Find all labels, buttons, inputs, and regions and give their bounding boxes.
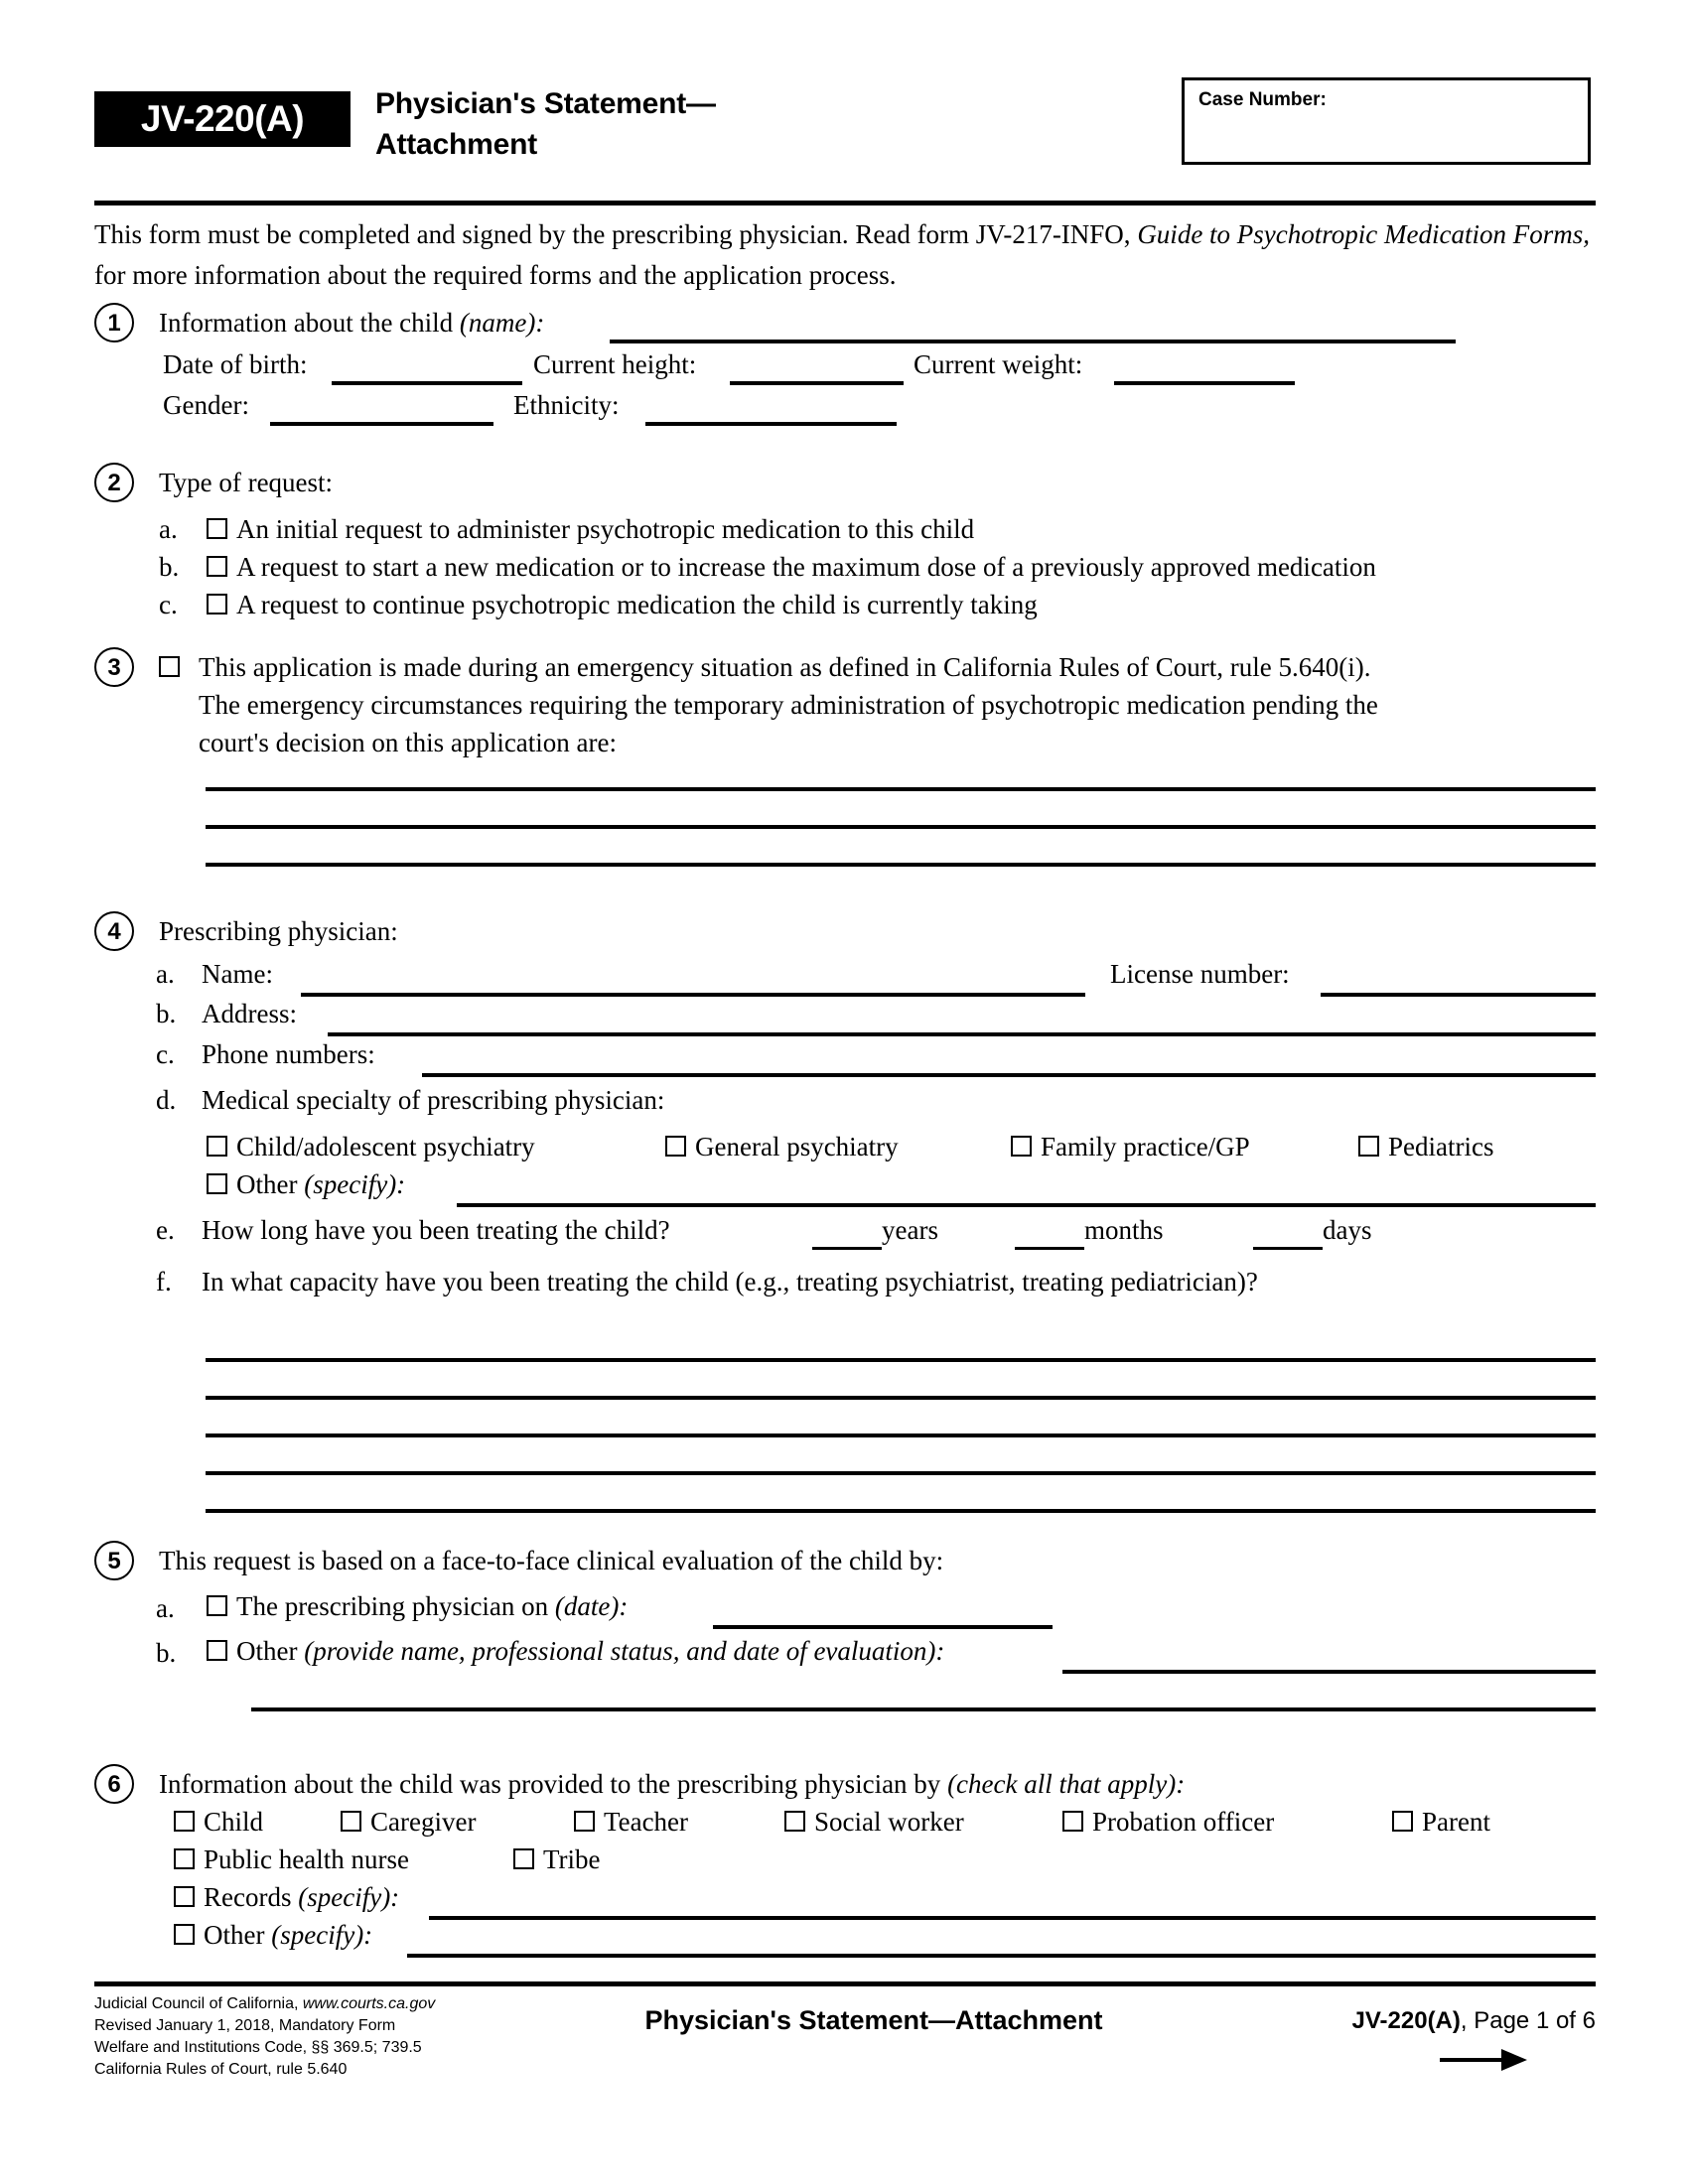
item-3-line2: The emergency circumstances requiring the temporary administration of psychotropic medication pending the bbox=[199, 690, 1378, 720]
source-option-records[interactable] bbox=[174, 1878, 399, 1916]
phone-numbers-label: Phone numbers: bbox=[202, 1039, 375, 1069]
item-5b-checkbox[interactable] bbox=[207, 1640, 227, 1661]
specialty-other-label: Other bbox=[236, 1169, 305, 1199]
intro-text-italic: Guide to Psychotropic Medication Forms, bbox=[1137, 219, 1590, 249]
footer-page-info bbox=[1221, 2007, 1596, 2035]
physician-name-label: Name: bbox=[202, 959, 273, 989]
source-option-other[interactable] bbox=[174, 1916, 372, 1954]
item-2a-letter: a. bbox=[159, 514, 178, 544]
source-other-checkbox[interactable] bbox=[174, 1924, 195, 1945]
footer-legal-line3: Welfare and Institutions Code, §§ 369.5; 739.5 bbox=[94, 2039, 422, 2056]
item-1-label-italic: (name): bbox=[459, 308, 545, 338]
specialty-option-family-practice[interactable] bbox=[1011, 1128, 1250, 1165]
source-probation-officer-label: Probation officer bbox=[1092, 1807, 1275, 1837]
form-title-line2: Attachment bbox=[375, 128, 538, 161]
treating-months-input[interactable] bbox=[1015, 1247, 1084, 1250]
source-option-social-worker[interactable] bbox=[784, 1803, 964, 1841]
form-header bbox=[94, 77, 1594, 185]
intro-text-part1: This form must be completed and signed by the prescribing physician. Read form JV-217-INFO, bbox=[94, 219, 1138, 249]
source-child-checkbox[interactable] bbox=[174, 1811, 195, 1832]
source-option-public-health-nurse[interactable] bbox=[174, 1841, 409, 1878]
source-tribe-checkbox[interactable] bbox=[513, 1848, 534, 1869]
source-option-probation-officer[interactable] bbox=[1062, 1803, 1274, 1841]
physician-name-input[interactable] bbox=[301, 993, 1085, 997]
source-teacher-checkbox[interactable] bbox=[574, 1811, 595, 1832]
current-weight-label: Current weight: bbox=[914, 349, 1083, 379]
treating-days-label: days bbox=[1323, 1215, 1372, 1245]
specialty-pediatrics-label: Pediatrics bbox=[1388, 1132, 1494, 1161]
child-name-input[interactable] bbox=[610, 340, 1456, 343]
item-4d-letter: d. bbox=[156, 1085, 177, 1115]
item-5b-label: Other bbox=[236, 1636, 305, 1666]
item-3-blank-line-3[interactable] bbox=[206, 863, 1596, 867]
item-1-label bbox=[159, 304, 544, 341]
specialty-option-pediatrics[interactable] bbox=[1358, 1128, 1493, 1165]
gender-label: Gender: bbox=[163, 390, 249, 420]
source-other-label: Other bbox=[204, 1920, 272, 1950]
item-5b-option[interactable] bbox=[207, 1632, 944, 1670]
specialty-family-practice-checkbox[interactable] bbox=[1011, 1136, 1032, 1157]
item-5b-letter: b. bbox=[156, 1638, 177, 1668]
treating-months-label: months bbox=[1084, 1215, 1164, 1245]
item-5a-label: The prescribing physician on bbox=[236, 1591, 555, 1621]
source-parent-label: Parent bbox=[1422, 1807, 1490, 1837]
item-4f-blank-line-2[interactable] bbox=[206, 1396, 1596, 1400]
item-5-label: This request is based on a face-to-face clinical evaluation of the child by: bbox=[159, 1546, 944, 1575]
source-public-health-nurse-label: Public health nurse bbox=[204, 1844, 409, 1874]
footer-legal-text bbox=[94, 1993, 435, 2081]
item-5a-letter: a. bbox=[156, 1593, 175, 1623]
source-option-caregiver[interactable] bbox=[341, 1803, 476, 1841]
source-teacher-label: Teacher bbox=[604, 1807, 689, 1837]
source-option-teacher[interactable] bbox=[574, 1803, 688, 1841]
physician-address-input[interactable] bbox=[328, 1032, 1596, 1036]
item-2a-label: An initial request to administer psychotropic medication to this child bbox=[236, 514, 975, 544]
item-3-line1: This application is made during an emergency situation as defined in California Rules of Court, rule 5.640(i). bbox=[199, 652, 1371, 682]
item-3-number: 3 bbox=[94, 647, 134, 687]
item-4-number: 4 bbox=[94, 911, 134, 951]
source-caregiver-label: Caregiver bbox=[370, 1807, 477, 1837]
source-records-label: Records bbox=[204, 1882, 299, 1912]
specialty-other-italic: (specify): bbox=[304, 1169, 406, 1199]
license-number-input[interactable] bbox=[1321, 993, 1596, 997]
source-tribe-label: Tribe bbox=[543, 1844, 601, 1874]
ethnicity-input[interactable] bbox=[645, 422, 897, 426]
item-2b-checkbox[interactable] bbox=[207, 556, 227, 577]
item-4f-blank-line-4[interactable] bbox=[206, 1471, 1596, 1475]
medical-specialty-label: Medical specialty of prescribing physician: bbox=[202, 1085, 665, 1115]
item-6-label bbox=[159, 1765, 1185, 1803]
case-number-box[interactable] bbox=[1182, 77, 1591, 165]
item-4f-blank-line-5[interactable] bbox=[206, 1509, 1596, 1513]
source-public-health-nurse-checkbox[interactable] bbox=[174, 1848, 195, 1869]
item-4a-letter: a. bbox=[156, 959, 175, 989]
item-2c-label: A request to continue psychotropic medication the child is currently taking bbox=[236, 590, 1038, 619]
source-records-input[interactable] bbox=[429, 1916, 1596, 1920]
source-option-tribe[interactable] bbox=[513, 1841, 601, 1878]
date-of-birth-input[interactable] bbox=[332, 381, 522, 385]
specialty-other-checkbox[interactable] bbox=[207, 1173, 227, 1194]
item-2b-option[interactable] bbox=[207, 548, 1376, 586]
item-4c-letter: c. bbox=[156, 1039, 175, 1069]
treating-capacity-label: In what capacity have you been treating the child (e.g., treating psychiatrist, treating pediatrician)? bbox=[202, 1267, 1258, 1297]
license-number-label: License number: bbox=[1110, 959, 1290, 989]
item-1-number: 1 bbox=[94, 303, 134, 342]
specialty-family-practice-label: Family practice/GP bbox=[1041, 1132, 1250, 1161]
specialty-general-checkbox[interactable] bbox=[665, 1136, 686, 1157]
item-5-number: 5 bbox=[94, 1541, 134, 1580]
item-6-number: 6 bbox=[94, 1764, 134, 1804]
source-records-checkbox[interactable] bbox=[174, 1886, 195, 1907]
specialty-other-input[interactable] bbox=[457, 1203, 1596, 1207]
intro-text-part2: for more information about the required forms and the application process. bbox=[94, 260, 897, 290]
item-3-blank-line-2[interactable] bbox=[206, 825, 1596, 829]
item-5a-option[interactable] bbox=[207, 1587, 628, 1625]
item-5a-checkbox[interactable] bbox=[207, 1595, 227, 1616]
item-2-number: 2 bbox=[94, 463, 134, 502]
footer-form-title: Physician's Statement—Attachment bbox=[644, 2005, 1103, 2035]
specialty-child-adolescent-label: Child/adolescent psychiatry bbox=[236, 1132, 535, 1161]
item-3-checkbox[interactable] bbox=[159, 656, 180, 677]
item-6-label-italic: (check all that apply): bbox=[947, 1769, 1186, 1799]
specialty-pediatrics-checkbox[interactable] bbox=[1358, 1136, 1379, 1157]
item-4-label: Prescribing physician: bbox=[159, 916, 398, 946]
source-parent-checkbox[interactable] bbox=[1392, 1811, 1413, 1832]
current-height-input[interactable] bbox=[730, 381, 904, 385]
item-4f-blank-line-1[interactable] bbox=[206, 1358, 1596, 1362]
item-2a-option[interactable] bbox=[207, 510, 974, 548]
footer-legal-line4: California Rules of Court, rule 5.640 bbox=[94, 2061, 348, 2078]
date-of-birth-label: Date of birth: bbox=[163, 349, 308, 379]
item-2-label: Type of request: bbox=[159, 468, 334, 497]
specialty-general-label: General psychiatry bbox=[695, 1132, 899, 1161]
item-4e-letter: e. bbox=[156, 1215, 175, 1245]
specialty-child-adolescent-checkbox[interactable] bbox=[207, 1136, 227, 1157]
item-5a-italic: (date): bbox=[554, 1591, 629, 1621]
specialty-option-other[interactable] bbox=[207, 1165, 405, 1203]
item-3-blank-line-1[interactable] bbox=[206, 787, 1596, 791]
footer-legal-line2: Revised January 1, 2018, Mandatory Form bbox=[94, 2017, 396, 2034]
item-3-text bbox=[199, 648, 1599, 761]
form-number-badge: JV-220(A) bbox=[94, 91, 351, 147]
item-5b-input-line-1[interactable] bbox=[1062, 1670, 1596, 1674]
source-option-child[interactable] bbox=[174, 1803, 263, 1841]
evaluation-date-input[interactable] bbox=[713, 1625, 1053, 1629]
footer-legal-line1-plain: Judicial Council of California, bbox=[94, 1995, 303, 2012]
source-option-parent[interactable] bbox=[1392, 1803, 1490, 1841]
ethnicity-label: Ethnicity: bbox=[513, 390, 620, 420]
item-2c-option[interactable] bbox=[207, 586, 1038, 623]
source-records-italic: (specify): bbox=[298, 1882, 400, 1912]
item-4f-blank-line-3[interactable] bbox=[206, 1433, 1596, 1437]
case-number-label: Case Number: bbox=[1198, 89, 1327, 110]
source-other-input[interactable] bbox=[407, 1954, 1596, 1958]
item-3-checkbox-wrap[interactable] bbox=[159, 648, 189, 686]
gender-input[interactable] bbox=[270, 422, 493, 426]
item-4f-letter: f. bbox=[156, 1267, 172, 1297]
specialty-option-child-adolescent[interactable] bbox=[207, 1128, 535, 1165]
phone-numbers-input[interactable] bbox=[422, 1073, 1596, 1077]
physician-address-label: Address: bbox=[202, 999, 297, 1028]
treating-days-input[interactable] bbox=[1253, 1247, 1323, 1250]
current-height-label: Current height: bbox=[533, 349, 697, 379]
intro-paragraph bbox=[94, 214, 1599, 296]
footer-page-number: , Page 1 of 6 bbox=[1460, 2007, 1596, 2034]
footer-form-number: JV-220(A) bbox=[1351, 2007, 1461, 2034]
source-caregiver-checkbox[interactable] bbox=[341, 1811, 361, 1832]
specialty-option-general[interactable] bbox=[665, 1128, 899, 1165]
item-2c-checkbox[interactable] bbox=[207, 594, 227, 614]
source-social-worker-checkbox[interactable] bbox=[784, 1811, 805, 1832]
item-2b-letter: b. bbox=[159, 552, 180, 582]
source-social-worker-label: Social worker bbox=[814, 1807, 964, 1837]
item-5b-italic: (provide name, professional status, and date of evaluation): bbox=[304, 1636, 945, 1666]
item-2a-checkbox[interactable] bbox=[207, 518, 227, 539]
next-page-arrow-icon bbox=[1440, 2043, 1529, 2077]
item-2c-letter: c. bbox=[159, 590, 178, 619]
form-title-line1: Physician's Statement— bbox=[375, 87, 716, 120]
item-1-label-text: Information about the child bbox=[159, 308, 460, 338]
treating-years-label: years bbox=[882, 1215, 938, 1245]
header-divider bbox=[94, 201, 1596, 205]
treating-years-input[interactable] bbox=[812, 1247, 882, 1250]
item-5b-input-line-2[interactable] bbox=[251, 1707, 1596, 1711]
item-2b-label: A request to start a new medication or to increase the maximum dose of a previously approved medication bbox=[236, 552, 1376, 582]
page-title bbox=[375, 83, 991, 165]
item-6-label-text: Information about the child was provided to the prescribing physician by bbox=[159, 1769, 948, 1799]
source-child-label: Child bbox=[204, 1807, 264, 1837]
item-4b-letter: b. bbox=[156, 999, 177, 1028]
source-probation-officer-checkbox[interactable] bbox=[1062, 1811, 1083, 1832]
item-3-line3: court's decision on this application are: bbox=[199, 728, 618, 757]
treating-duration-label: How long have you been treating the child? bbox=[202, 1215, 670, 1245]
footer-legal-line1-italic: www.courts.ca.gov bbox=[302, 1995, 436, 2012]
source-other-italic: (specify): bbox=[271, 1920, 373, 1950]
footer-divider bbox=[94, 1981, 1596, 1986]
current-weight-input[interactable] bbox=[1114, 381, 1295, 385]
